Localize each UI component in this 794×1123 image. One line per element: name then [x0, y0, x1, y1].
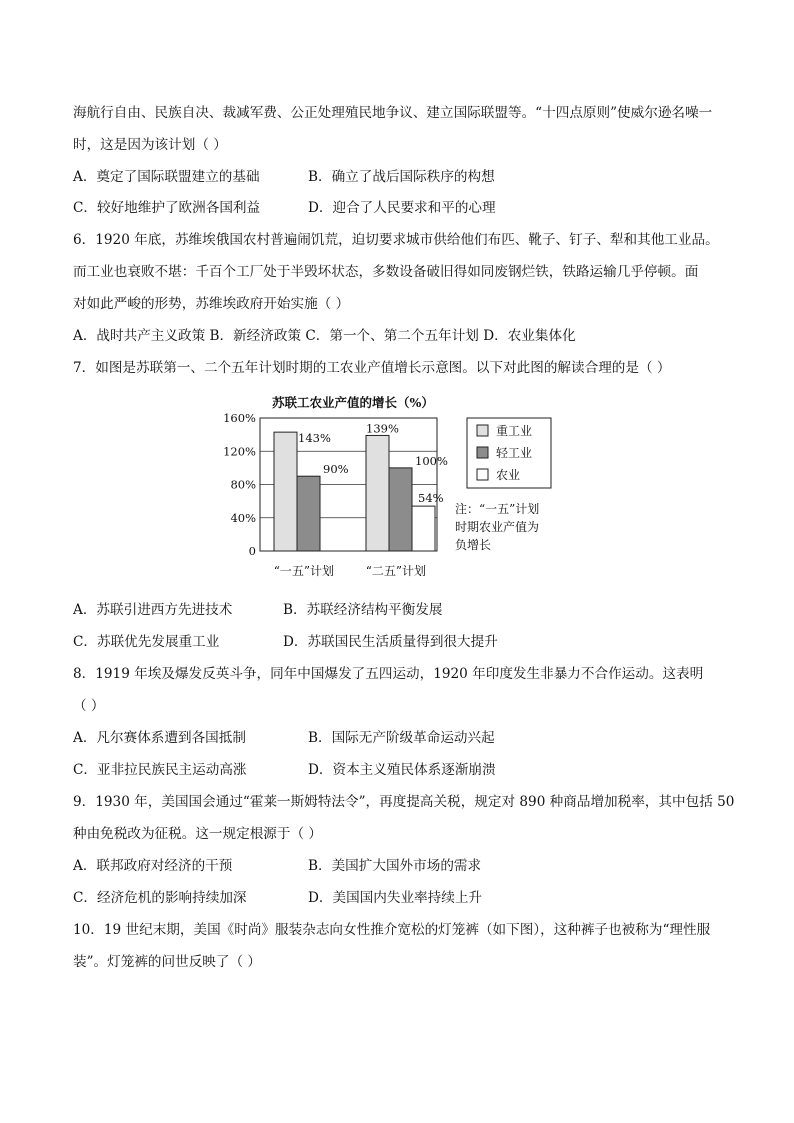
legend-label: 农业 — [496, 468, 521, 482]
bar-3 — [412, 506, 435, 551]
y-tick-label: 40% — [230, 510, 256, 525]
q7-stem: 7．如图是苏联第一、二个五年计划时期的工农业产值增长示意图。以下对此图的解读合理的是（ ） — [73, 360, 671, 376]
q8-paren: （ ） — [73, 698, 105, 714]
chart-title: 苏联工农业产值的增长（%） — [272, 395, 434, 410]
q9-line-1: 9．1930 年，美国国会通过“霍莱一斯姆特法令”，再度提高关税，规定对 890 种商品增加税率，其中包括 50 — [73, 794, 735, 810]
q8-option-b: B．国际无产阶级革命运动兴起 — [308, 730, 495, 746]
legend-swatch — [477, 425, 488, 436]
legend-label: 轻工业 — [496, 446, 533, 460]
chart-x-axis — [274, 563, 426, 578]
note-line: 时期农业产值为 — [455, 520, 540, 534]
q9-option-d: D．美国国内失业率持续上升 — [308, 890, 483, 906]
y-tick-label: 0 — [248, 544, 256, 558]
q9-option-c: C．经济危机的影响持续加深 — [73, 890, 247, 906]
legend-swatch — [477, 469, 488, 480]
y-tick-label: 120% — [223, 444, 256, 459]
q5-option-b: B．确立了战后国际秩序的构想 — [308, 169, 495, 185]
q6-options: A．战时共产主义政策 B．新经济政策 C．第一个、第二个五年计划 D．农业集体化 — [73, 328, 576, 344]
y-tick-label: 80% — [230, 477, 256, 492]
x-category-label: “二五”计划 — [365, 564, 427, 578]
q5-option-d: D．迎合了人民要求和平的心理 — [308, 200, 496, 216]
intro-line-1: 海航行自由、民族自决、裁减军费、公正处理殖民地争议、建立国际联盟等。“十四点原则”使威尔逊名噪一 — [73, 105, 713, 121]
bar-data-label: 90% — [323, 462, 349, 477]
q7-option-a: A．苏联引进西方先进技术 — [73, 602, 233, 618]
note-line: 注：“一五”计划 — [455, 502, 540, 516]
chart-note — [455, 501, 539, 552]
q8-option-a: A．凡尔赛体系遭到各国抵制 — [73, 730, 246, 746]
chart-y-axis — [223, 411, 256, 558]
chart-legend — [467, 418, 551, 488]
q9-option-a: A．联邦政府对经济的干预 — [73, 858, 233, 874]
industrial-growth-chart — [215, 388, 595, 588]
q7-option-b: B．苏联经济结构平衡发展 — [283, 602, 443, 618]
q10-line-1: 10．19 世纪末期，美国《时尚》服装杂志向女性推介宽松的灯笼裤（如下图），这种裤子也被称为“理性服 — [73, 922, 711, 938]
bar-data-label: 100% — [415, 453, 448, 468]
q8-option-d: D．资本主义殖民体系逐渐崩溃 — [308, 762, 496, 778]
bar-1 — [274, 432, 297, 551]
q8-stem: 8．1919 年埃及爆发反英斗争，同年中国爆发了五四运动，1920 年印度发生非暴力不合作运动。这表明 — [73, 666, 704, 682]
q6-line-1: 6．1920 年底，苏维埃俄国农村普遍闹饥荒，迫切要求城市供给他们布匹、靴子、钉子、犁和其他工业品。 — [73, 232, 719, 248]
intro-line-2: 时，这是因为该计划（ ） — [73, 137, 227, 153]
bar-1 — [366, 435, 389, 551]
q10-line-2: 装”。灯笼裤的问世反映了（ ） — [73, 954, 261, 970]
y-tick-label: 160% — [223, 411, 256, 425]
q9-line-2: 种由免税改为征税。这一规定根源于（ ） — [73, 826, 323, 842]
note-line: 负增长 — [455, 538, 492, 552]
bar-data-label: 54% — [418, 491, 444, 506]
chart-bars — [274, 432, 435, 551]
bar-data-label: 143% — [298, 431, 331, 446]
legend-label: 重工业 — [496, 424, 533, 438]
q5-option-c: C．较好地维护了欧洲各国利益 — [73, 200, 261, 216]
q6-line-3: 对如此严峻的形势，苏维埃政府开始实施（ ） — [73, 296, 350, 312]
x-category-label: “一五”计划 — [273, 564, 335, 578]
q6-line-2: 而工业也衰败不堪：千百个工厂处于半毁坏状态，多数设备破旧得如同废钢烂铁，铁路运输几乎停顿。面 — [73, 264, 699, 280]
bar-data-label: 139% — [366, 421, 399, 436]
q7-option-d: D．苏联国民生活质量得到很大提升 — [283, 634, 498, 650]
q5-option-a: A．奠定了国际联盟建立的基础 — [73, 169, 260, 185]
bar-2 — [297, 476, 320, 551]
legend-swatch — [477, 447, 488, 458]
q8-option-c: C．亚非拉民族民主运动高涨 — [73, 762, 247, 778]
q7-option-c: C．苏联优先发展重工业 — [73, 634, 220, 650]
q9-option-b: B．美国扩大国外市场的需求 — [308, 858, 482, 874]
bar-2 — [389, 468, 412, 551]
